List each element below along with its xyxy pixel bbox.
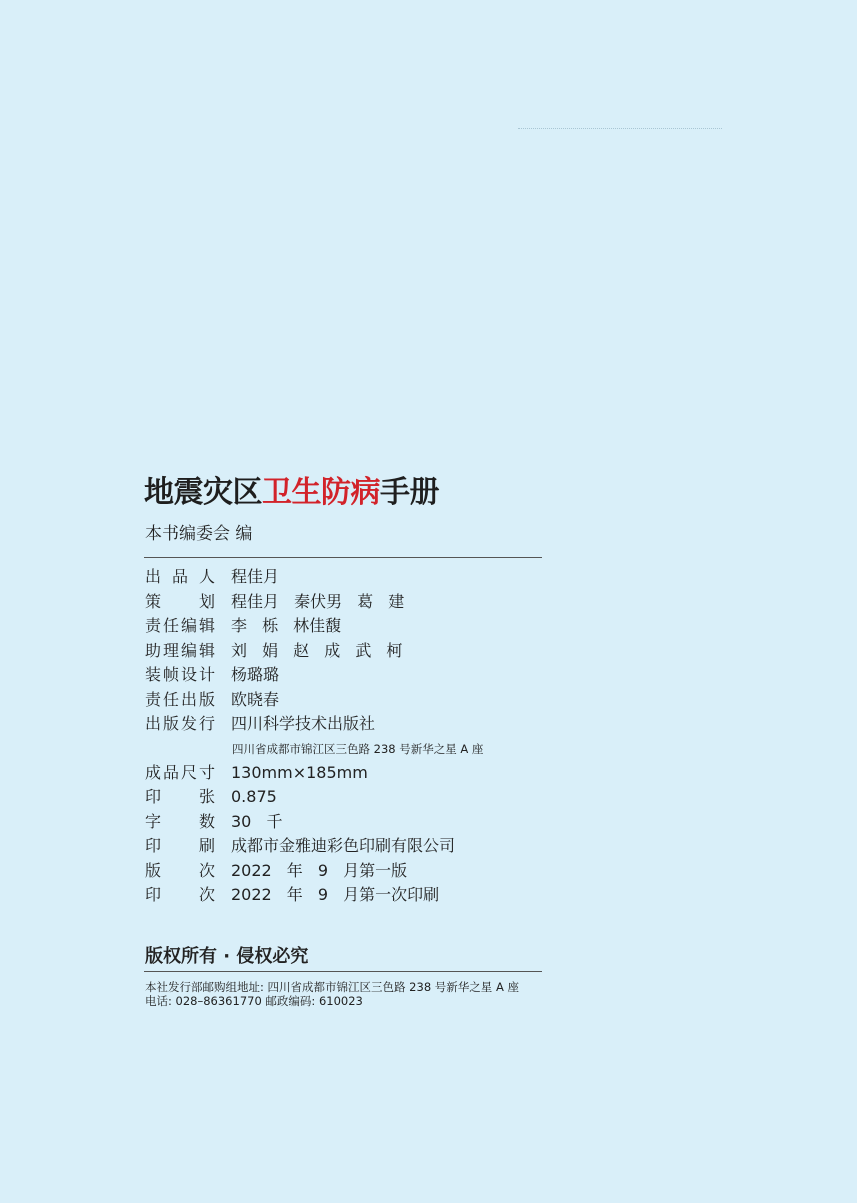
credit-value: 2022 年 9 月第一版: [231, 860, 408, 880]
book-editor: 本书编委会 编: [145, 524, 253, 544]
book-title: [144, 467, 439, 511]
credit-value: 杨璐璐: [231, 665, 280, 684]
decorative-dotted-rule: [518, 128, 722, 129]
credit-label: 印张: [145, 787, 215, 806]
credit-label: 装帧设计: [145, 665, 215, 684]
copyright-notice: 版权所有 · 侵权必究: [145, 946, 309, 967]
divider-bottom: [144, 971, 542, 972]
credit-label: 助理编辑: [145, 640, 215, 660]
credit-row-word-count: [145, 810, 283, 835]
credit-row-sheets: [145, 785, 277, 810]
credit-row-design: [145, 663, 280, 688]
credit-label: 字数: [145, 811, 215, 831]
credit-row-edition: [145, 859, 408, 884]
credit-value: 李 栎 林佳馥: [231, 616, 342, 635]
credit-label: 责任出版: [145, 689, 215, 709]
publisher-footer: [145, 980, 519, 1008]
credit-value: 130mm×185mm: [231, 762, 368, 782]
credit-value: 程佳月 秦伏男 葛 建: [231, 591, 405, 611]
book-title-highlight: 卫生防病: [262, 475, 380, 510]
credit-row-publisher-address: [145, 737, 484, 761]
credit-value: 程佳月: [231, 567, 280, 586]
credit-row-responsible-editor: [145, 614, 342, 639]
footer-address: 本社发行部邮购组地址: 四川省成都市锦江区三色路 238 号新华之星 A 座: [145, 980, 519, 994]
divider-top: [144, 557, 542, 558]
credit-value: 四川科学技术出版社: [231, 714, 376, 733]
credit-row-producer: [145, 565, 280, 590]
credit-label: 印刷: [145, 836, 215, 855]
credit-row-size: [145, 761, 368, 786]
credit-value: 2022 年 9 月第一次印刷: [231, 885, 440, 904]
credit-row-planning: [145, 590, 405, 615]
credit-value: 四川省成都市锦江区三色路 238 号新华之星 A 座: [232, 741, 484, 756]
credit-label: 责任编辑: [145, 616, 215, 635]
credit-row-publishing-manager: [145, 688, 280, 713]
credit-label: 成品尺寸: [145, 762, 215, 782]
credit-label: 策划: [145, 591, 215, 611]
credit-row-assistant-editor: [145, 639, 403, 664]
credit-row-impression: [145, 883, 440, 908]
credit-value: 刘 娟 赵 成 武 柯: [231, 640, 403, 660]
credit-value: 成都市金雅迪彩色印刷有限公司: [231, 836, 456, 855]
credit-row-publisher: [145, 712, 376, 737]
credit-label: 版次: [145, 860, 215, 880]
credit-value: 0.875: [231, 787, 277, 806]
credit-label: 出版发行: [145, 714, 215, 733]
credit-value: 欧晓春: [231, 689, 280, 709]
book-title-suffix: 手册: [380, 475, 439, 510]
credit-label: 印次: [145, 885, 215, 904]
book-title-prefix: 地震灾区: [144, 475, 262, 510]
credits-list: [145, 565, 484, 908]
credit-row-printer: [145, 834, 456, 859]
credit-value: 30 千: [231, 811, 283, 831]
footer-contact: 电话: 028–86361770 邮政编码: 610023: [145, 994, 363, 1008]
credit-label: 出品人: [145, 567, 215, 586]
